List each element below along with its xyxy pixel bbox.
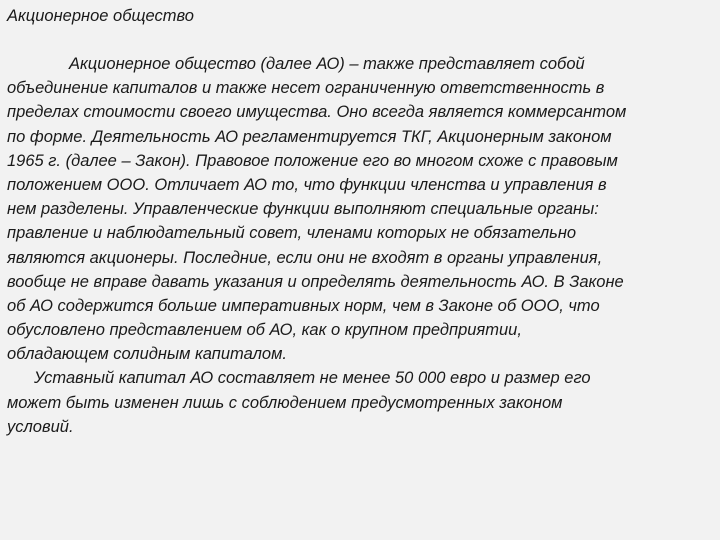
text-line: объединение капиталов и также несет ограниченную ответственность в — [7, 79, 605, 98]
text-line: об АО содержится больше императивных норм, чем в Законе об ООО, что — [7, 296, 600, 315]
text-line: условий. — [7, 417, 74, 436]
text-line: обладающем солидным капиталом. — [7, 345, 287, 364]
text-line: являются акционеры. Последние, если они не входят в органы управления, — [7, 248, 603, 267]
text-line: правление и наблюдательный совет, членами которых не обязательно — [7, 224, 577, 243]
text-line: нем разделены. Управленческие функции выполняют специальные органы: — [7, 200, 599, 219]
text-line: Акционерное общество (далее АО) – также представляет собой — [69, 55, 585, 73]
paragraph-2 — [7, 366, 715, 439]
text-line: по форме. Деятельность АО регламентируется ТКГ, Акционерным законом — [7, 127, 612, 146]
text-line: обусловлено представлением об АО, как о крупном предприятии, — [7, 321, 522, 340]
document-title: Акционерное общество — [7, 7, 194, 25]
text-line: пределах стоимости своего имущества. Оно всегда является коммерсантом — [7, 103, 627, 122]
text-line: положением ООО. Отличает АО то, что функции членства и управления в — [7, 175, 607, 194]
paragraph-1 — [7, 52, 715, 366]
document-body — [7, 52, 715, 439]
text-line: может быть изменен лишь с соблюдением предусмотренных законом — [7, 393, 563, 412]
text-line: Уставный капитал АО составляет не менее 50 000 евро и размер его — [34, 369, 591, 388]
text-line: вообще не вправе давать указания и определять деятельность АО. В Законе — [7, 272, 624, 291]
text-line: 1965 г. (далее – Закон). Правовое положение его во многом схоже с правовым — [7, 151, 618, 170]
